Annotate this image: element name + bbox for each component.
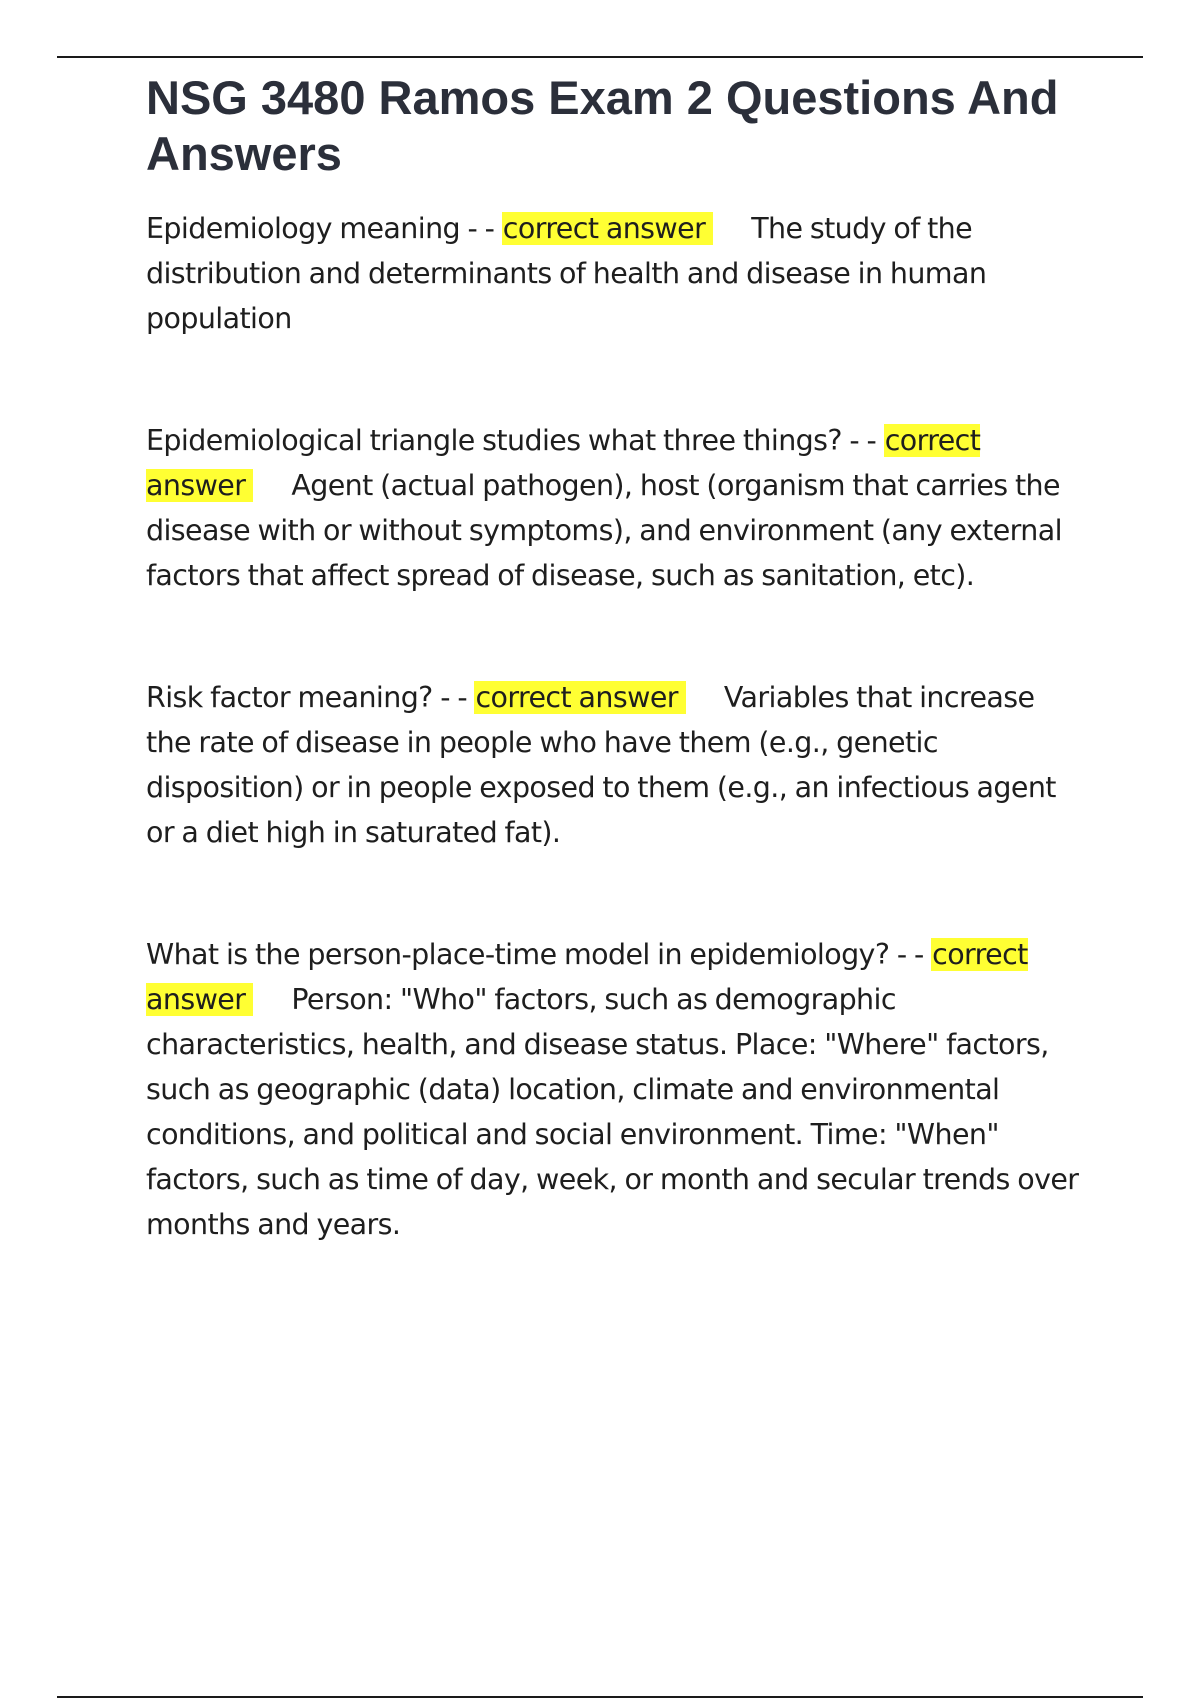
question-text: Epidemiology meaning xyxy=(146,212,461,245)
correct-answer-marker: correct answer xyxy=(146,424,981,502)
qa-item-2 xyxy=(146,418,1086,598)
qa-item-1 xyxy=(146,206,1086,341)
correct-answer-marker: correct answer xyxy=(502,212,713,245)
document-body xyxy=(146,70,1086,1247)
separator: - - xyxy=(467,212,495,245)
correct-answer-marker: correct answer xyxy=(146,938,1028,1016)
separator: - - xyxy=(849,424,877,457)
question-text: Risk factor meaning? xyxy=(146,681,433,714)
answer-text: Variables that increase the rate of disease in people who have them (e.g., genetic disposition) or in people exposed to them (e.g., an infectious agent or a diet high in saturated fat). xyxy=(146,681,1056,849)
correct-answer-marker: correct answer xyxy=(474,681,685,714)
document-title: NSG 3480 Ramos Exam 2 Questions And Answers xyxy=(146,71,1059,180)
qa-item-4 xyxy=(146,932,1086,1247)
answer-text: Agent (actual pathogen), host (organism that carries the disease with or without symptoms), and environment (any external factors that affect spread of disease, such as sanitation, etc). xyxy=(146,469,1062,592)
separator: - - xyxy=(440,681,468,714)
question-text: What is the person-place-time model in epidemiology? xyxy=(146,938,890,971)
qa-item-3 xyxy=(146,675,1086,855)
top-rule xyxy=(57,56,1143,58)
separator: - - xyxy=(896,938,924,971)
question-text: Epidemiological triangle studies what three things? xyxy=(146,424,842,457)
answer-text: Person: "Who" factors, such as demographic characteristics, health, and disease status. Place: "Where" factors, such as geographic (data) location, climate and environmental conditions, and political and social environment. Time: "When" factors, such as time of day, week, or month and secular trends over months and years. xyxy=(146,983,1079,1241)
bottom-rule xyxy=(57,1696,1143,1698)
answer-text: The study of the distribution and determinants of health and disease in human population xyxy=(146,212,987,335)
